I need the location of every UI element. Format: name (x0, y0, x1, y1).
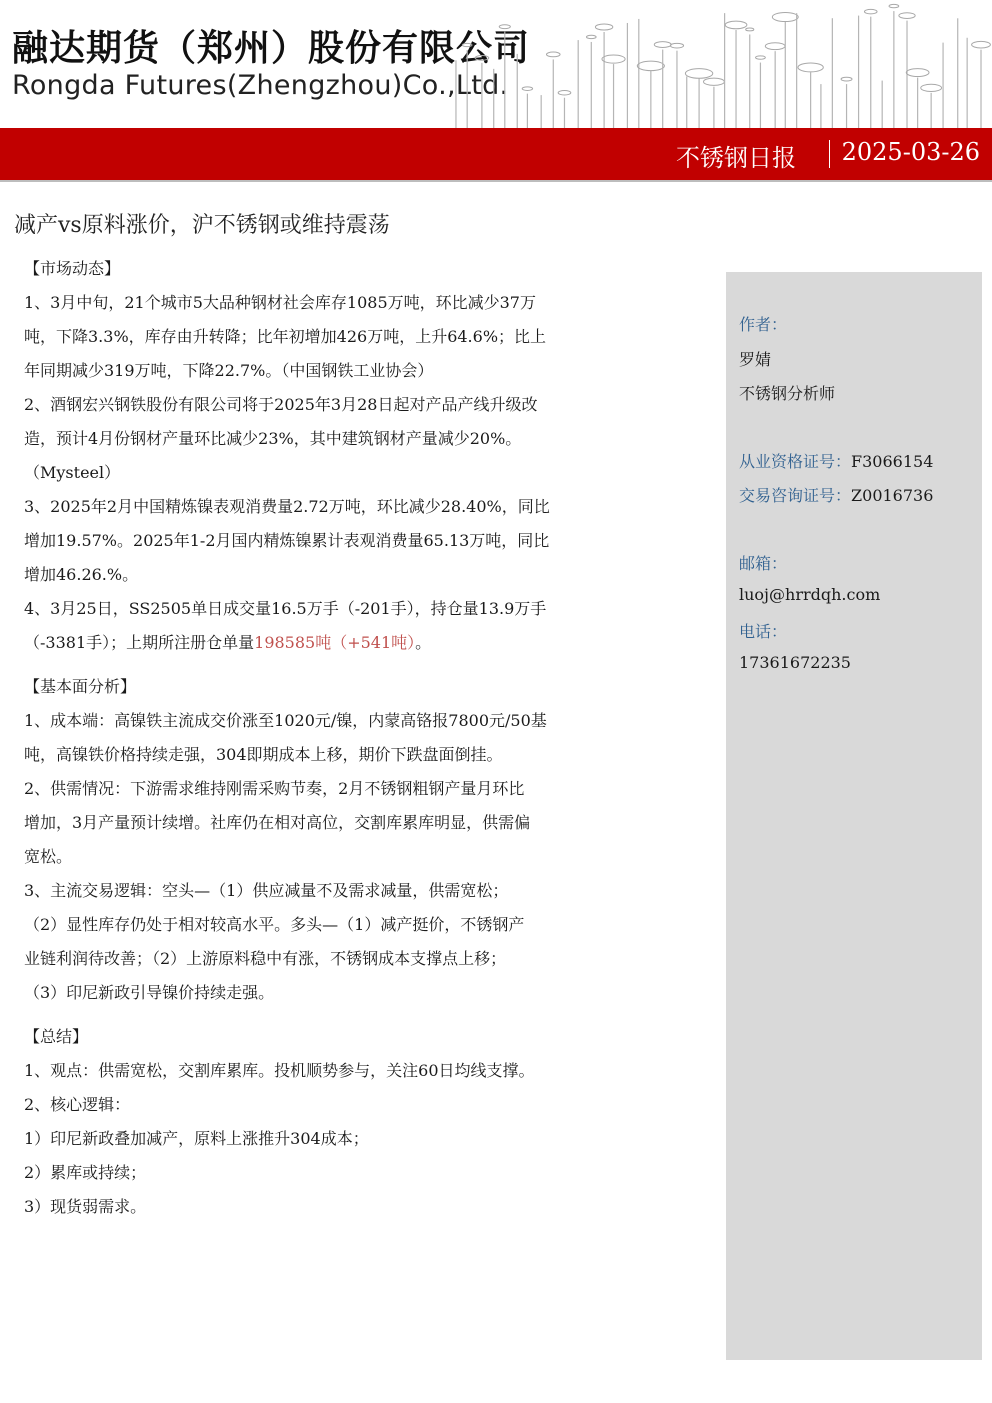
decorative-pin-head (546, 52, 560, 57)
separator (829, 140, 830, 168)
company-name-cn: 融达期货（郑州）股份有限公司 (12, 28, 531, 69)
decorative-pin-head (906, 69, 929, 77)
text-line: 2、核心逻辑： (24, 1095, 131, 1114)
text-line: 4、3月25日，SS2505单日成交量16.5万手（-201手），持仓量13.9万手 (24, 599, 547, 618)
page-title: 减产vs原料涨价，沪不锈钢或维持震荡 (14, 213, 390, 238)
report-date: 2025-03-26 (841, 138, 980, 166)
section-title-fundamental: 【基本面分析】 (24, 677, 137, 696)
text-line: 1、观点：供需宽松，交割库累库。投机顺势参与，关注60日均线支撑。 (24, 1061, 535, 1080)
decorative-pin-head (772, 12, 798, 21)
text-line: 年同期减少319万吨，下降22.7%。（中国钢铁工业协会） (24, 361, 434, 380)
decorative-pin-head (765, 43, 785, 50)
text-line: （3）印尼新政引导镍价持续走强。 (24, 983, 275, 1002)
paragraph (24, 592, 624, 660)
decorative-pin-head (972, 41, 991, 48)
text-line: 3、主流交易逻辑：空头—（1）供应减量不及需求减量，供需宽松； (24, 881, 509, 900)
paragraph (24, 1054, 624, 1224)
consult-number: Z0016736 (851, 486, 934, 505)
decorative-pin-head (798, 63, 823, 72)
decorative-pin-head (654, 42, 671, 48)
qualification-number: F3066154 (851, 452, 934, 471)
email-address[interactable]: luoj@hrrdqh.com (739, 585, 881, 604)
decorative-pin-head (462, 43, 472, 46)
text-line: （2）显性库存仍处于相对较高水平。多头—（1）减产挺价，不锈钢产 (24, 915, 525, 934)
text-line: 1、成本端：高镍铁主流成交价涨至1020元/镍，内蒙高铬报7800元/50基 (24, 711, 547, 730)
decorative-pin-head (685, 69, 712, 79)
decorative-pin-head (889, 4, 899, 7)
qualification-label: 从业资格证号： (739, 452, 852, 471)
paragraph (24, 874, 624, 1010)
phone-label: 电话： (739, 622, 788, 641)
text-line: （Mysteel） (24, 463, 121, 482)
decorative-pin-head (595, 24, 612, 30)
decorative-pins-graphic (448, 0, 992, 128)
paragraph (24, 490, 624, 592)
text-line: 2）累库或持续； (24, 1163, 147, 1182)
text-line: 吨，下降3.3%，库存由升转降；比年初增加426万吨，上升64.6%；比上 (24, 327, 547, 346)
decorative-pin-head (586, 35, 596, 38)
text-line: 宽松。 (24, 847, 73, 866)
author-name: 罗婧 (739, 350, 772, 369)
text-line: 增加，3月产量预计续增。社库仍在相对高位，交割库累库明显，供需偏 (24, 813, 531, 832)
text-line: 2、供需情况：下游需求维持刚需采购节奏，2月不锈钢粗钢产量月环比 (24, 779, 525, 798)
consult-line (739, 483, 933, 506)
author-sidebar (726, 272, 982, 1360)
author-title: 不锈钢分析师 (739, 384, 836, 403)
text-line: 3）现货弱需求。 (24, 1197, 147, 1216)
decorative-pin-head (558, 91, 571, 95)
text-line: 1）印尼新政叠加减产，原料上涨推升304成本； (24, 1129, 369, 1148)
decorative-pin-head (756, 56, 766, 59)
decorative-pin-head (670, 43, 683, 48)
decorative-pin-head (522, 87, 532, 91)
highlight-warrant-volume: 198585吨（+541吨） (254, 633, 416, 652)
text-line: 1、3月中旬，21个城市5大品种钢材社会库存1085万吨，环比减少37万 (24, 293, 536, 312)
report-body (24, 252, 624, 1224)
decorative-pin-head (725, 21, 747, 29)
text-line: （-3381手）；上期所注册仓单量 (24, 633, 255, 652)
author-label: 作者： (739, 315, 788, 334)
phone-number: 17361672235 (739, 653, 851, 672)
decorative-pin-head (704, 78, 725, 85)
company-name-en: Rongda Futures(Zhengzhou)Co.,Ltd. (12, 70, 509, 101)
qualification-line (739, 449, 933, 472)
decorative-pin-head (602, 55, 625, 63)
decorative-pin-head (499, 25, 510, 29)
decorative-pin-head (746, 28, 754, 31)
decorative-pin-head (475, 55, 489, 60)
paragraph (24, 286, 624, 388)
text-line: 3、2025年2月中国精炼镍表观消费量2.72万吨，环比减少28.40%，同比 (24, 497, 550, 516)
section-title-market: 【市场动态】 (24, 259, 121, 278)
divider (0, 180, 992, 182)
section-title-summary: 【总结】 (24, 1027, 89, 1046)
text-line: 造，预计4月份钢材产量环比减少23%，其中建筑钢材产量减少20%。 (24, 429, 522, 448)
decorative-pin-head (841, 77, 852, 81)
report-type: 不锈钢日报 (676, 144, 796, 172)
text-line: 增加46.26.%。 (24, 565, 139, 584)
text-line: 增加19.57%。2025年1-2月国内精炼镍累计表观消费量65.13万吨，同比 (24, 531, 550, 550)
paragraph (24, 388, 624, 490)
email-label: 邮箱： (739, 554, 788, 573)
text-line: 2、酒钢宏兴钢铁股份有限公司将于2025年3月28日起对产品产线升级改 (24, 395, 538, 414)
decorative-pin-head (637, 61, 664, 70)
text-line: 业链利润待改善；（2）上游原料稳中有涨，不锈钢成本支撑点上移； (24, 949, 507, 968)
decorative-pin-head (899, 13, 915, 19)
decorative-pin-head (864, 9, 877, 13)
report-header (0, 0, 992, 182)
text-line: 。 (415, 633, 432, 652)
decorative-pin-head (921, 84, 942, 91)
paragraph (24, 772, 624, 874)
text-line: 吨，高镍铁价格持续走强，304即期成本上移，期价下跌盘面倒挂。 (24, 745, 503, 764)
paragraph (24, 704, 624, 772)
consult-label: 交易咨询证号： (739, 486, 852, 505)
